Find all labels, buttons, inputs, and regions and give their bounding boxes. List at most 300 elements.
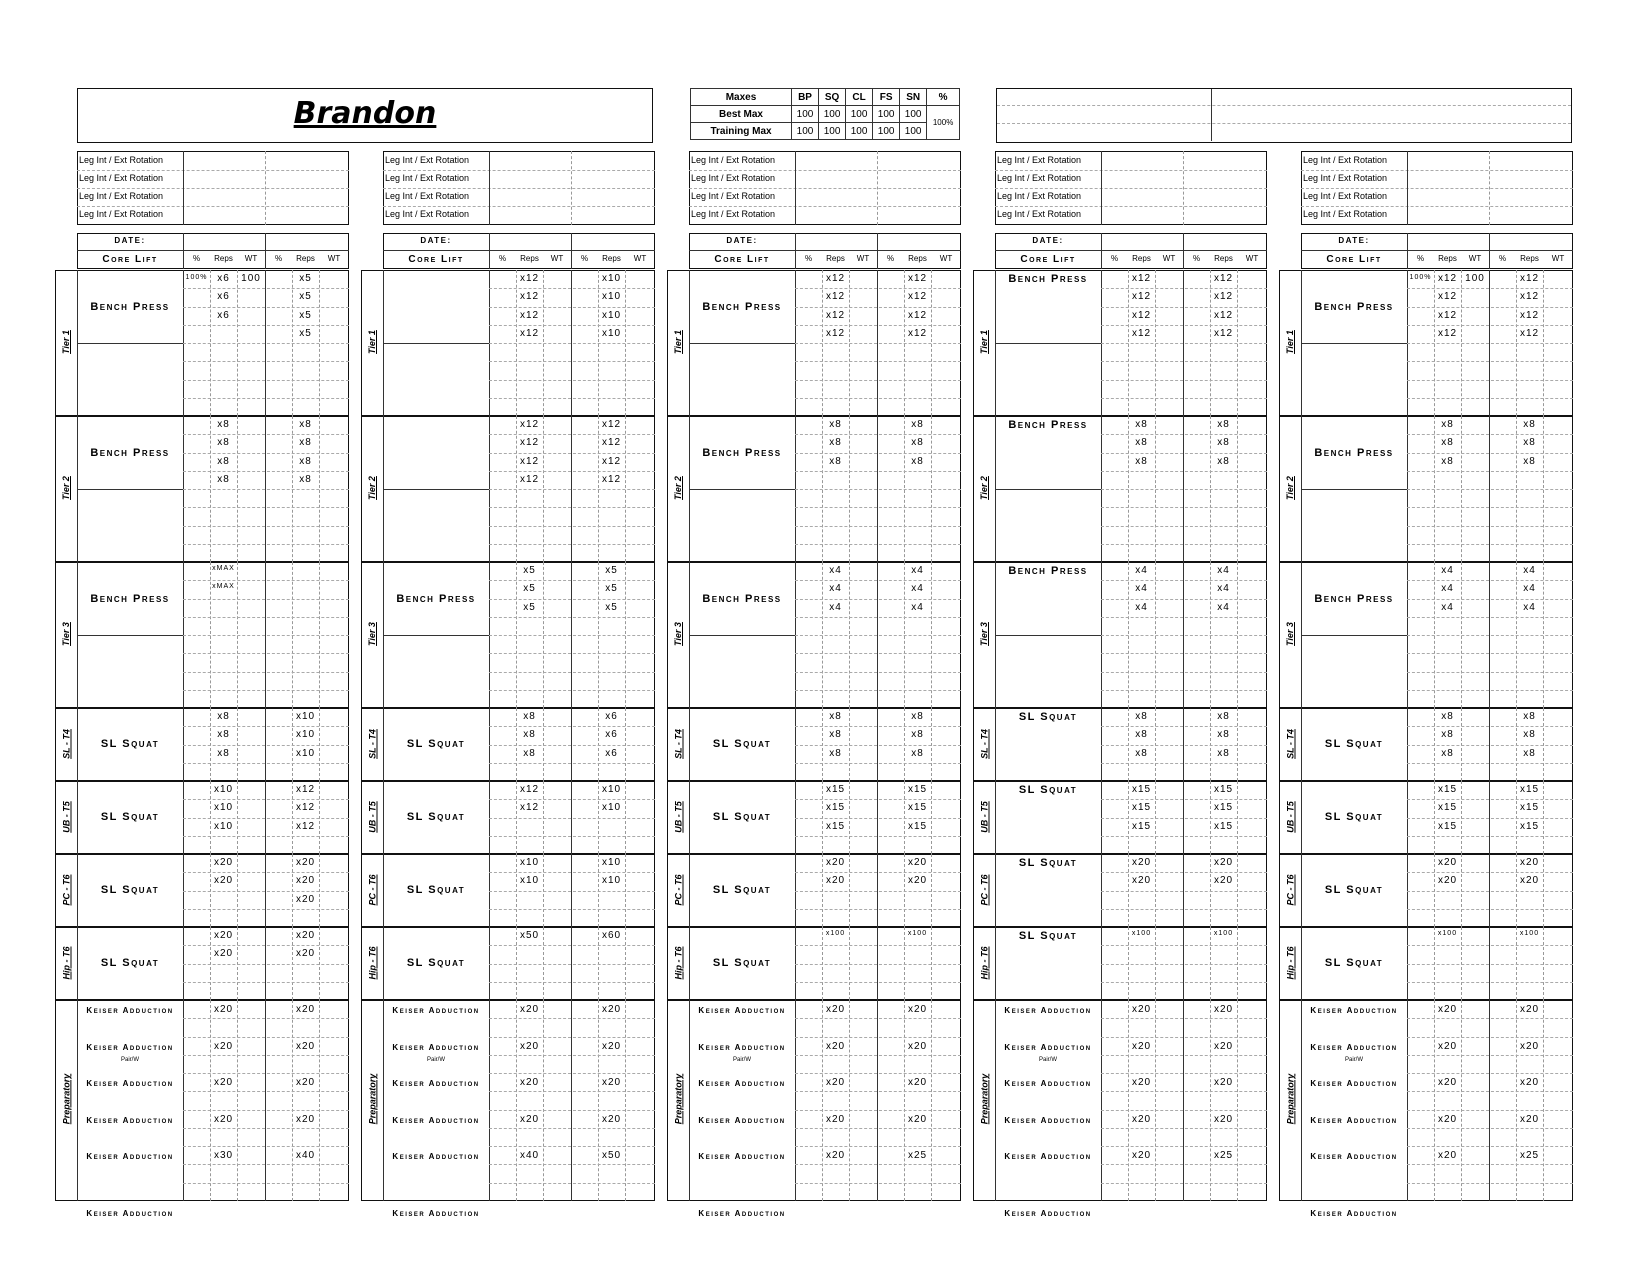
reps-cell[interactable]: x8 — [523, 747, 536, 759]
section-row-line — [489, 580, 655, 581]
reps-cell[interactable]: x20 — [601, 1004, 622, 1015]
section-label: UB - T5 — [979, 800, 989, 833]
prep-lift-name: Keiser Adduction — [392, 1006, 480, 1015]
reps-cell[interactable]: x5 — [299, 327, 312, 339]
reps-cell[interactable]: x12 — [1519, 273, 1540, 284]
reps-cell[interactable]: x6 — [605, 747, 618, 759]
reps-cell[interactable]: x20 — [1519, 1113, 1540, 1125]
reps-cell[interactable]: x5 — [605, 601, 618, 613]
reps-cell[interactable]: x12 — [519, 327, 540, 339]
reps-cell[interactable]: x12 — [1131, 273, 1152, 284]
reps-cell[interactable]: x8 — [911, 729, 924, 741]
reps-cell[interactable]: x6 — [605, 729, 618, 741]
reps-cell[interactable]: x4 — [1441, 601, 1454, 613]
reps-cell[interactable]: x8 — [1441, 455, 1454, 467]
reps-cell[interactable]: x8 — [1135, 455, 1148, 467]
reps-cell[interactable]: x8 — [911, 455, 924, 467]
reps-cell[interactable]: x12 — [295, 820, 316, 832]
reps-cell[interactable]: x12 — [601, 455, 622, 467]
reps-cell[interactable]: x8 — [217, 729, 230, 741]
maxes-row-label: Training Max — [691, 123, 792, 140]
reps-cell[interactable]: x20 — [907, 857, 928, 868]
reps-cell[interactable]: x15 — [825, 820, 846, 832]
reps-cell[interactable]: x10 — [213, 820, 234, 832]
reps-cell[interactable]: x8 — [1441, 419, 1454, 430]
reps-cell[interactable]: x20 — [295, 1004, 316, 1015]
reps-cell[interactable]: x12 — [1519, 309, 1540, 321]
reps-cell[interactable]: x12 — [519, 419, 540, 430]
reps-cell[interactable]: x8 — [217, 455, 230, 467]
reps-cell[interactable]: x20 — [213, 1113, 234, 1125]
reps-cell[interactable]: x15 — [1519, 802, 1540, 814]
reps-cell[interactable]: x8 — [911, 419, 924, 430]
reps-cell[interactable]: x5 — [299, 291, 312, 303]
reps-cell[interactable]: x12 — [907, 309, 928, 321]
reps-cell[interactable]: x20 — [1437, 857, 1458, 868]
reps-cell[interactable]: x4 — [911, 565, 924, 576]
reps-cell[interactable]: x20 — [519, 1040, 540, 1052]
reps-cell[interactable]: x6 — [217, 291, 230, 303]
reps-cell[interactable]: x10 — [519, 875, 540, 887]
reps-cell[interactable]: x8 — [1217, 455, 1230, 467]
reps-cell[interactable]: x20 — [601, 1040, 622, 1052]
prep-lift-name: Keiser Adduction — [698, 1208, 786, 1218]
reps-cell[interactable]: x4 — [1135, 601, 1148, 613]
reps-cell[interactable]: x4 — [1523, 601, 1536, 613]
reps-cell[interactable]: x12 — [825, 291, 846, 303]
reps-cell[interactable]: x15 — [1519, 820, 1540, 832]
reps-cell[interactable]: x20 — [825, 1077, 846, 1088]
section-row-line — [795, 909, 961, 910]
reps-cell[interactable]: x20 — [1213, 1004, 1234, 1015]
reps-cell[interactable]: x100 — [1519, 930, 1540, 937]
reps-cell[interactable]: x15 — [825, 802, 846, 814]
reps-cell[interactable]: x12 — [295, 802, 316, 814]
lift-divider — [689, 489, 795, 490]
reps-cell[interactable]: x10 — [213, 802, 234, 814]
maxes-value[interactable]: 100 — [900, 123, 927, 140]
reps-cell[interactable]: x8 — [829, 455, 842, 467]
reps-cell[interactable]: x4 — [829, 601, 842, 613]
reps-cell[interactable]: x12 — [519, 309, 540, 321]
reps-cell[interactable]: x60 — [601, 930, 622, 941]
col-header-wt: WT — [856, 254, 870, 263]
reps-cell[interactable]: x8 — [1217, 711, 1230, 722]
reps-cell[interactable]: x20 — [213, 930, 234, 941]
reps-cell[interactable]: x10 — [295, 747, 316, 759]
reps-cell[interactable]: x12 — [1437, 327, 1458, 339]
reps-cell[interactable]: x20 — [907, 1077, 928, 1088]
reps-cell[interactable]: x20 — [907, 1040, 928, 1052]
section-row-line — [183, 361, 349, 362]
reps-cell[interactable]: x12 — [1437, 309, 1458, 321]
warmup-label: Leg Int / Ext Rotation — [385, 209, 470, 219]
reps-cell[interactable]: x10 — [519, 857, 540, 868]
reps-cell[interactable]: x8 — [1135, 437, 1148, 449]
reps-cell[interactable]: x15 — [825, 784, 846, 795]
reps-cell[interactable]: x30 — [213, 1150, 234, 1161]
reps-cell[interactable]: x8 — [299, 455, 312, 467]
section-row-line — [1101, 763, 1267, 764]
maxes-value[interactable]: 100 — [792, 106, 819, 123]
reps-cell[interactable]: x10 — [601, 291, 622, 303]
reps-cell[interactable]: x4 — [1441, 583, 1454, 595]
reps-cell[interactable]: x8 — [1523, 437, 1536, 449]
reps-cell[interactable]: x20 — [1519, 1004, 1540, 1015]
reps-cell[interactable]: x20 — [1519, 1077, 1540, 1088]
reps-cell[interactable]: x4 — [1217, 565, 1230, 576]
reps-cell[interactable]: x15 — [1437, 820, 1458, 832]
reps-cell[interactable]: x12 — [1213, 327, 1234, 339]
reps-cell[interactable]: x15 — [1519, 784, 1540, 795]
reps-cell[interactable]: x8 — [1217, 419, 1230, 430]
reps-cell[interactable]: x20 — [1131, 1040, 1152, 1052]
section-row-line — [183, 453, 349, 454]
reps-cell[interactable]: x5 — [605, 565, 618, 576]
reps-cell[interactable]: x12 — [825, 273, 846, 284]
reps-cell[interactable]: x12 — [1519, 291, 1540, 303]
reps-cell[interactable]: x12 — [519, 273, 540, 284]
reps-cell[interactable]: x25 — [1213, 1150, 1234, 1161]
prep-lift-name: Keiser Adduction — [698, 1152, 786, 1161]
reps-cell[interactable]: x4 — [1217, 583, 1230, 595]
reps-cell[interactable]: x8 — [1523, 419, 1536, 430]
reps-cell[interactable]: x12 — [1213, 273, 1234, 284]
reps-cell[interactable]: x8 — [217, 437, 230, 449]
reps-cell[interactable]: x20 — [213, 1004, 234, 1015]
header-col-line — [265, 233, 266, 269]
reps-cell[interactable]: x20 — [907, 1004, 928, 1015]
lift-name: SL Squat — [1324, 810, 1384, 823]
reps-cell[interactable]: x20 — [1437, 875, 1458, 887]
reps-cell[interactable]: x4 — [1217, 601, 1230, 613]
reps-cell[interactable]: x40 — [519, 1150, 540, 1161]
reps-cell[interactable]: x6 — [217, 309, 230, 321]
reps-cell[interactable]: x8 — [299, 473, 312, 485]
reps-cell[interactable]: x20 — [1437, 1077, 1458, 1088]
reps-cell[interactable]: x10 — [295, 729, 316, 741]
reps-cell[interactable]: x12 — [1437, 273, 1458, 284]
reps-cell[interactable]: x8 — [911, 747, 924, 759]
maxes-value[interactable]: 100 — [792, 123, 819, 140]
reps-cell[interactable]: x8 — [217, 473, 230, 485]
reps-cell[interactable]: x12 — [825, 327, 846, 339]
reps-cell[interactable]: x4 — [1135, 583, 1148, 595]
reps-cell[interactable]: x10 — [601, 273, 622, 284]
reps-cell[interactable]: x20 — [213, 948, 234, 960]
reps-cell[interactable]: x8 — [829, 747, 842, 759]
section-row-line — [1101, 964, 1267, 965]
reps-cell[interactable]: x10 — [601, 857, 622, 868]
section-row-line — [795, 1128, 961, 1129]
reps-cell[interactable]: x20 — [1437, 1040, 1458, 1052]
reps-cell[interactable]: x20 — [1131, 1004, 1152, 1015]
section-row-line — [183, 1055, 349, 1056]
reps-cell[interactable]: x20 — [295, 857, 316, 868]
reps-cell[interactable]: x10 — [601, 327, 622, 339]
reps-cell[interactable]: x4 — [1135, 565, 1148, 576]
reps-cell[interactable]: x15 — [1213, 802, 1234, 814]
reps-cell[interactable]: x100 — [1437, 930, 1458, 937]
reps-cell[interactable]: x20 — [825, 875, 846, 887]
reps-cell[interactable]: x8 — [829, 437, 842, 449]
reps-cell[interactable]: x20 — [1213, 875, 1234, 887]
reps-cell[interactable]: x12 — [1131, 309, 1152, 321]
reps-cell[interactable]: x5 — [299, 273, 312, 284]
reps-cell[interactable]: x5 — [523, 583, 536, 595]
reps-cell[interactable]: x100 — [825, 930, 846, 937]
section-row-line — [795, 982, 961, 983]
reps-cell[interactable]: x8 — [1135, 419, 1148, 430]
reps-cell[interactable]: x8 — [829, 729, 842, 741]
reps-cell[interactable]: x15 — [1437, 784, 1458, 795]
reps-cell[interactable]: x20 — [295, 1040, 316, 1052]
reps-cell[interactable]: x15 — [907, 784, 928, 795]
reps-cell[interactable]: x4 — [1441, 565, 1454, 576]
maxes-value[interactable]: 100 — [819, 123, 846, 140]
lift-divider — [1301, 343, 1407, 344]
reps-cell[interactable]: xMAX — [212, 583, 235, 591]
reps-cell[interactable]: x15 — [1131, 784, 1152, 795]
reps-cell[interactable]: x20 — [213, 875, 234, 887]
reps-cell[interactable]: x20 — [213, 1077, 234, 1088]
reps-cell[interactable]: x15 — [1213, 820, 1234, 832]
lift-name: SL Squat — [1018, 711, 1078, 723]
reps-cell[interactable]: x20 — [213, 857, 234, 868]
reps-cell[interactable]: x4 — [911, 601, 924, 613]
reps-cell[interactable]: x8 — [911, 711, 924, 722]
reps-cell[interactable]: x8 — [829, 711, 842, 722]
reps-cell[interactable]: x20 — [1131, 1113, 1152, 1125]
reps-cell[interactable]: x20 — [1213, 1077, 1234, 1088]
reps-cell[interactable]: x10 — [601, 875, 622, 887]
section-row-line — [489, 325, 655, 326]
maxes-col-sq: SQ — [819, 89, 846, 106]
reps-cell[interactable]: x20 — [1437, 1150, 1458, 1161]
section-row-line — [1101, 471, 1267, 472]
reps-cell[interactable]: x100 — [907, 930, 928, 937]
reps-cell[interactable]: x12 — [1213, 291, 1234, 303]
reps-cell[interactable]: x20 — [213, 1040, 234, 1052]
section-row-line — [1101, 526, 1267, 527]
warmup-label: Leg Int / Ext Rotation — [691, 155, 776, 165]
reps-cell[interactable]: x15 — [1437, 802, 1458, 814]
reps-cell[interactable]: x100 — [1131, 930, 1152, 937]
reps-cell[interactable]: x12 — [1437, 291, 1458, 303]
reps-cell[interactable]: x12 — [601, 419, 622, 430]
reps-cell[interactable]: x15 — [907, 820, 928, 832]
reps-cell[interactable]: x20 — [601, 1077, 622, 1088]
reps-cell[interactable]: x12 — [907, 291, 928, 303]
reps-cell[interactable]: x20 — [1519, 1040, 1540, 1052]
reps-cell[interactable]: x12 — [519, 802, 540, 814]
reps-cell[interactable]: x20 — [601, 1113, 622, 1125]
reps-cell[interactable]: x8 — [1441, 729, 1454, 741]
reps-cell[interactable]: x4 — [1523, 565, 1536, 576]
reps-cell[interactable]: x8 — [829, 419, 842, 430]
reps-cell[interactable]: x8 — [1135, 711, 1148, 722]
reps-cell[interactable]: x15 — [907, 802, 928, 814]
reps-cell[interactable]: x6 — [605, 711, 618, 722]
section-col-line — [489, 1000, 490, 1201]
reps-cell[interactable]: x12 — [295, 784, 316, 795]
reps-cell[interactable]: x8 — [911, 437, 924, 449]
reps-cell[interactable]: x10 — [213, 784, 234, 795]
notes-line — [997, 105, 1571, 106]
section-col-line — [995, 1000, 996, 1201]
reps-cell[interactable]: x20 — [1131, 1077, 1152, 1088]
warmup-row-line — [689, 170, 961, 171]
reps-cell[interactable]: x20 — [295, 1077, 316, 1088]
reps-cell[interactable]: x12 — [1519, 327, 1540, 339]
reps-cell[interactable]: x20 — [1437, 1004, 1458, 1015]
reps-cell[interactable]: x15 — [1131, 802, 1152, 814]
reps-cell[interactable]: x8 — [217, 747, 230, 759]
lift-name: SL Squat — [1324, 737, 1384, 750]
reps-cell[interactable]: x20 — [907, 1113, 928, 1125]
reps-cell[interactable]: x8 — [1523, 729, 1536, 741]
reps-cell[interactable]: x8 — [217, 711, 230, 722]
reps-cell[interactable]: x20 — [1519, 857, 1540, 868]
reps-cell[interactable]: x20 — [1131, 857, 1152, 868]
reps-cell[interactable]: x8 — [1217, 747, 1230, 759]
reps-cell[interactable]: x10 — [601, 309, 622, 321]
reps-cell[interactable]: x5 — [523, 565, 536, 576]
reps-cell[interactable]: x8 — [523, 729, 536, 741]
wt-cell[interactable]: 100 — [241, 273, 261, 284]
maxes-value[interactable]: 100 — [900, 106, 927, 123]
reps-cell[interactable]: x20 — [1213, 857, 1234, 868]
reps-cell[interactable]: x10 — [601, 784, 622, 795]
pct-cell[interactable]: 100% — [1409, 274, 1432, 281]
maxes-value[interactable]: 100 — [819, 106, 846, 123]
section-row-line — [1407, 434, 1573, 435]
reps-cell[interactable]: x12 — [1131, 327, 1152, 339]
reps-cell[interactable]: x20 — [519, 1004, 540, 1015]
reps-cell[interactable]: x12 — [519, 473, 540, 485]
maxes-percent: 100% — [927, 106, 960, 140]
section-row-line — [183, 507, 349, 508]
reps-cell[interactable]: x8 — [1523, 747, 1536, 759]
wt-cell[interactable]: 100 — [1465, 273, 1485, 284]
reps-cell[interactable]: x20 — [295, 875, 316, 887]
reps-cell[interactable]: x8 — [217, 419, 230, 430]
reps-cell[interactable]: x20 — [1213, 1040, 1234, 1052]
section-row-line — [795, 964, 961, 965]
reps-cell[interactable]: x20 — [519, 1113, 540, 1125]
reps-cell[interactable]: x8 — [299, 437, 312, 449]
reps-cell[interactable]: x20 — [825, 1004, 846, 1015]
reps-cell[interactable]: x8 — [523, 711, 536, 722]
reps-cell[interactable]: x20 — [1131, 1150, 1152, 1161]
reps-cell[interactable]: x8 — [1441, 437, 1454, 449]
reps-cell[interactable]: x20 — [295, 893, 316, 905]
maxes-value[interactable]: 100 — [873, 123, 900, 140]
reps-cell[interactable]: x12 — [519, 784, 540, 795]
reps-cell[interactable]: x12 — [601, 437, 622, 449]
reps-cell[interactable]: x12 — [1213, 309, 1234, 321]
section-col-line — [1101, 1000, 1102, 1201]
reps-cell[interactable]: x20 — [295, 1113, 316, 1125]
reps-cell[interactable]: x8 — [1217, 437, 1230, 449]
reps-cell[interactable]: x4 — [911, 583, 924, 595]
reps-cell[interactable]: x12 — [519, 291, 540, 303]
reps-cell[interactable]: x20 — [825, 1150, 846, 1161]
maxes-value[interactable]: 100 — [846, 123, 873, 140]
reps-cell[interactable]: x5 — [523, 601, 536, 613]
reps-cell[interactable]: x4 — [829, 583, 842, 595]
reps-cell[interactable]: x20 — [1213, 1113, 1234, 1125]
reps-cell[interactable]: xMAX — [212, 565, 235, 572]
reps-cell[interactable]: x20 — [295, 948, 316, 960]
maxes-table — [690, 88, 960, 144]
reps-cell[interactable]: x8 — [1135, 729, 1148, 741]
reps-cell[interactable]: x15 — [1131, 820, 1152, 832]
section-row-line — [1407, 471, 1573, 472]
maxes-value[interactable]: 100 — [873, 106, 900, 123]
reps-cell[interactable]: x8 — [1135, 747, 1148, 759]
reps-cell[interactable]: x4 — [829, 565, 842, 576]
reps-cell[interactable]: x25 — [1519, 1150, 1540, 1161]
reps-cell[interactable]: x40 — [295, 1150, 316, 1161]
reps-cell[interactable]: x25 — [907, 1150, 928, 1161]
reps-cell[interactable]: x12 — [519, 455, 540, 467]
reps-cell[interactable]: x12 — [1131, 291, 1152, 303]
reps-cell[interactable]: x10 — [295, 711, 316, 722]
section-col-line — [571, 1000, 572, 1201]
reps-cell[interactable]: x8 — [1523, 455, 1536, 467]
pct-cell[interactable]: 100% — [185, 274, 208, 281]
reps-cell[interactable]: x8 — [1217, 729, 1230, 741]
reps-cell[interactable]: x5 — [299, 309, 312, 321]
reps-cell[interactable]: x4 — [1523, 583, 1536, 595]
section-row-line — [1407, 872, 1573, 873]
section-dash-col — [516, 1000, 517, 1201]
reps-cell[interactable]: x50 — [519, 930, 540, 941]
reps-cell[interactable]: x20 — [1437, 1113, 1458, 1125]
reps-cell[interactable]: x20 — [295, 930, 316, 941]
reps-cell[interactable]: x20 — [825, 1040, 846, 1052]
reps-cell[interactable]: x12 — [519, 437, 540, 449]
prep-lift-name: Keiser Adduction — [698, 1079, 786, 1088]
reps-cell[interactable]: x12 — [907, 327, 928, 339]
reps-cell[interactable]: x5 — [605, 583, 618, 595]
section-row-line — [489, 653, 655, 654]
reps-cell[interactable]: x50 — [601, 1150, 622, 1161]
reps-cell[interactable]: x12 — [825, 309, 846, 321]
section-row-line — [183, 818, 349, 819]
reps-cell[interactable]: x20 — [907, 875, 928, 887]
maxes-value[interactable]: 100 — [846, 106, 873, 123]
header-col-line — [1183, 233, 1184, 269]
reps-cell[interactable]: x20 — [519, 1077, 540, 1088]
reps-cell[interactable]: x20 — [1519, 875, 1540, 887]
reps-cell[interactable]: x12 — [601, 473, 622, 485]
reps-cell[interactable]: x8 — [1523, 711, 1536, 722]
reps-cell[interactable]: x8 — [1441, 711, 1454, 722]
reps-cell[interactable]: x20 — [825, 857, 846, 868]
reps-cell[interactable]: x20 — [825, 1113, 846, 1125]
reps-cell[interactable]: x8 — [299, 419, 312, 430]
reps-cell[interactable]: x8 — [1441, 747, 1454, 759]
reps-cell[interactable]: x10 — [601, 802, 622, 814]
reps-cell[interactable]: x6 — [217, 273, 230, 284]
reps-cell[interactable]: x20 — [1131, 875, 1152, 887]
reps-cell[interactable]: x15 — [1213, 784, 1234, 795]
section-row-line — [795, 471, 961, 472]
reps-cell[interactable]: x100 — [1213, 930, 1234, 937]
reps-cell[interactable]: x12 — [907, 273, 928, 284]
